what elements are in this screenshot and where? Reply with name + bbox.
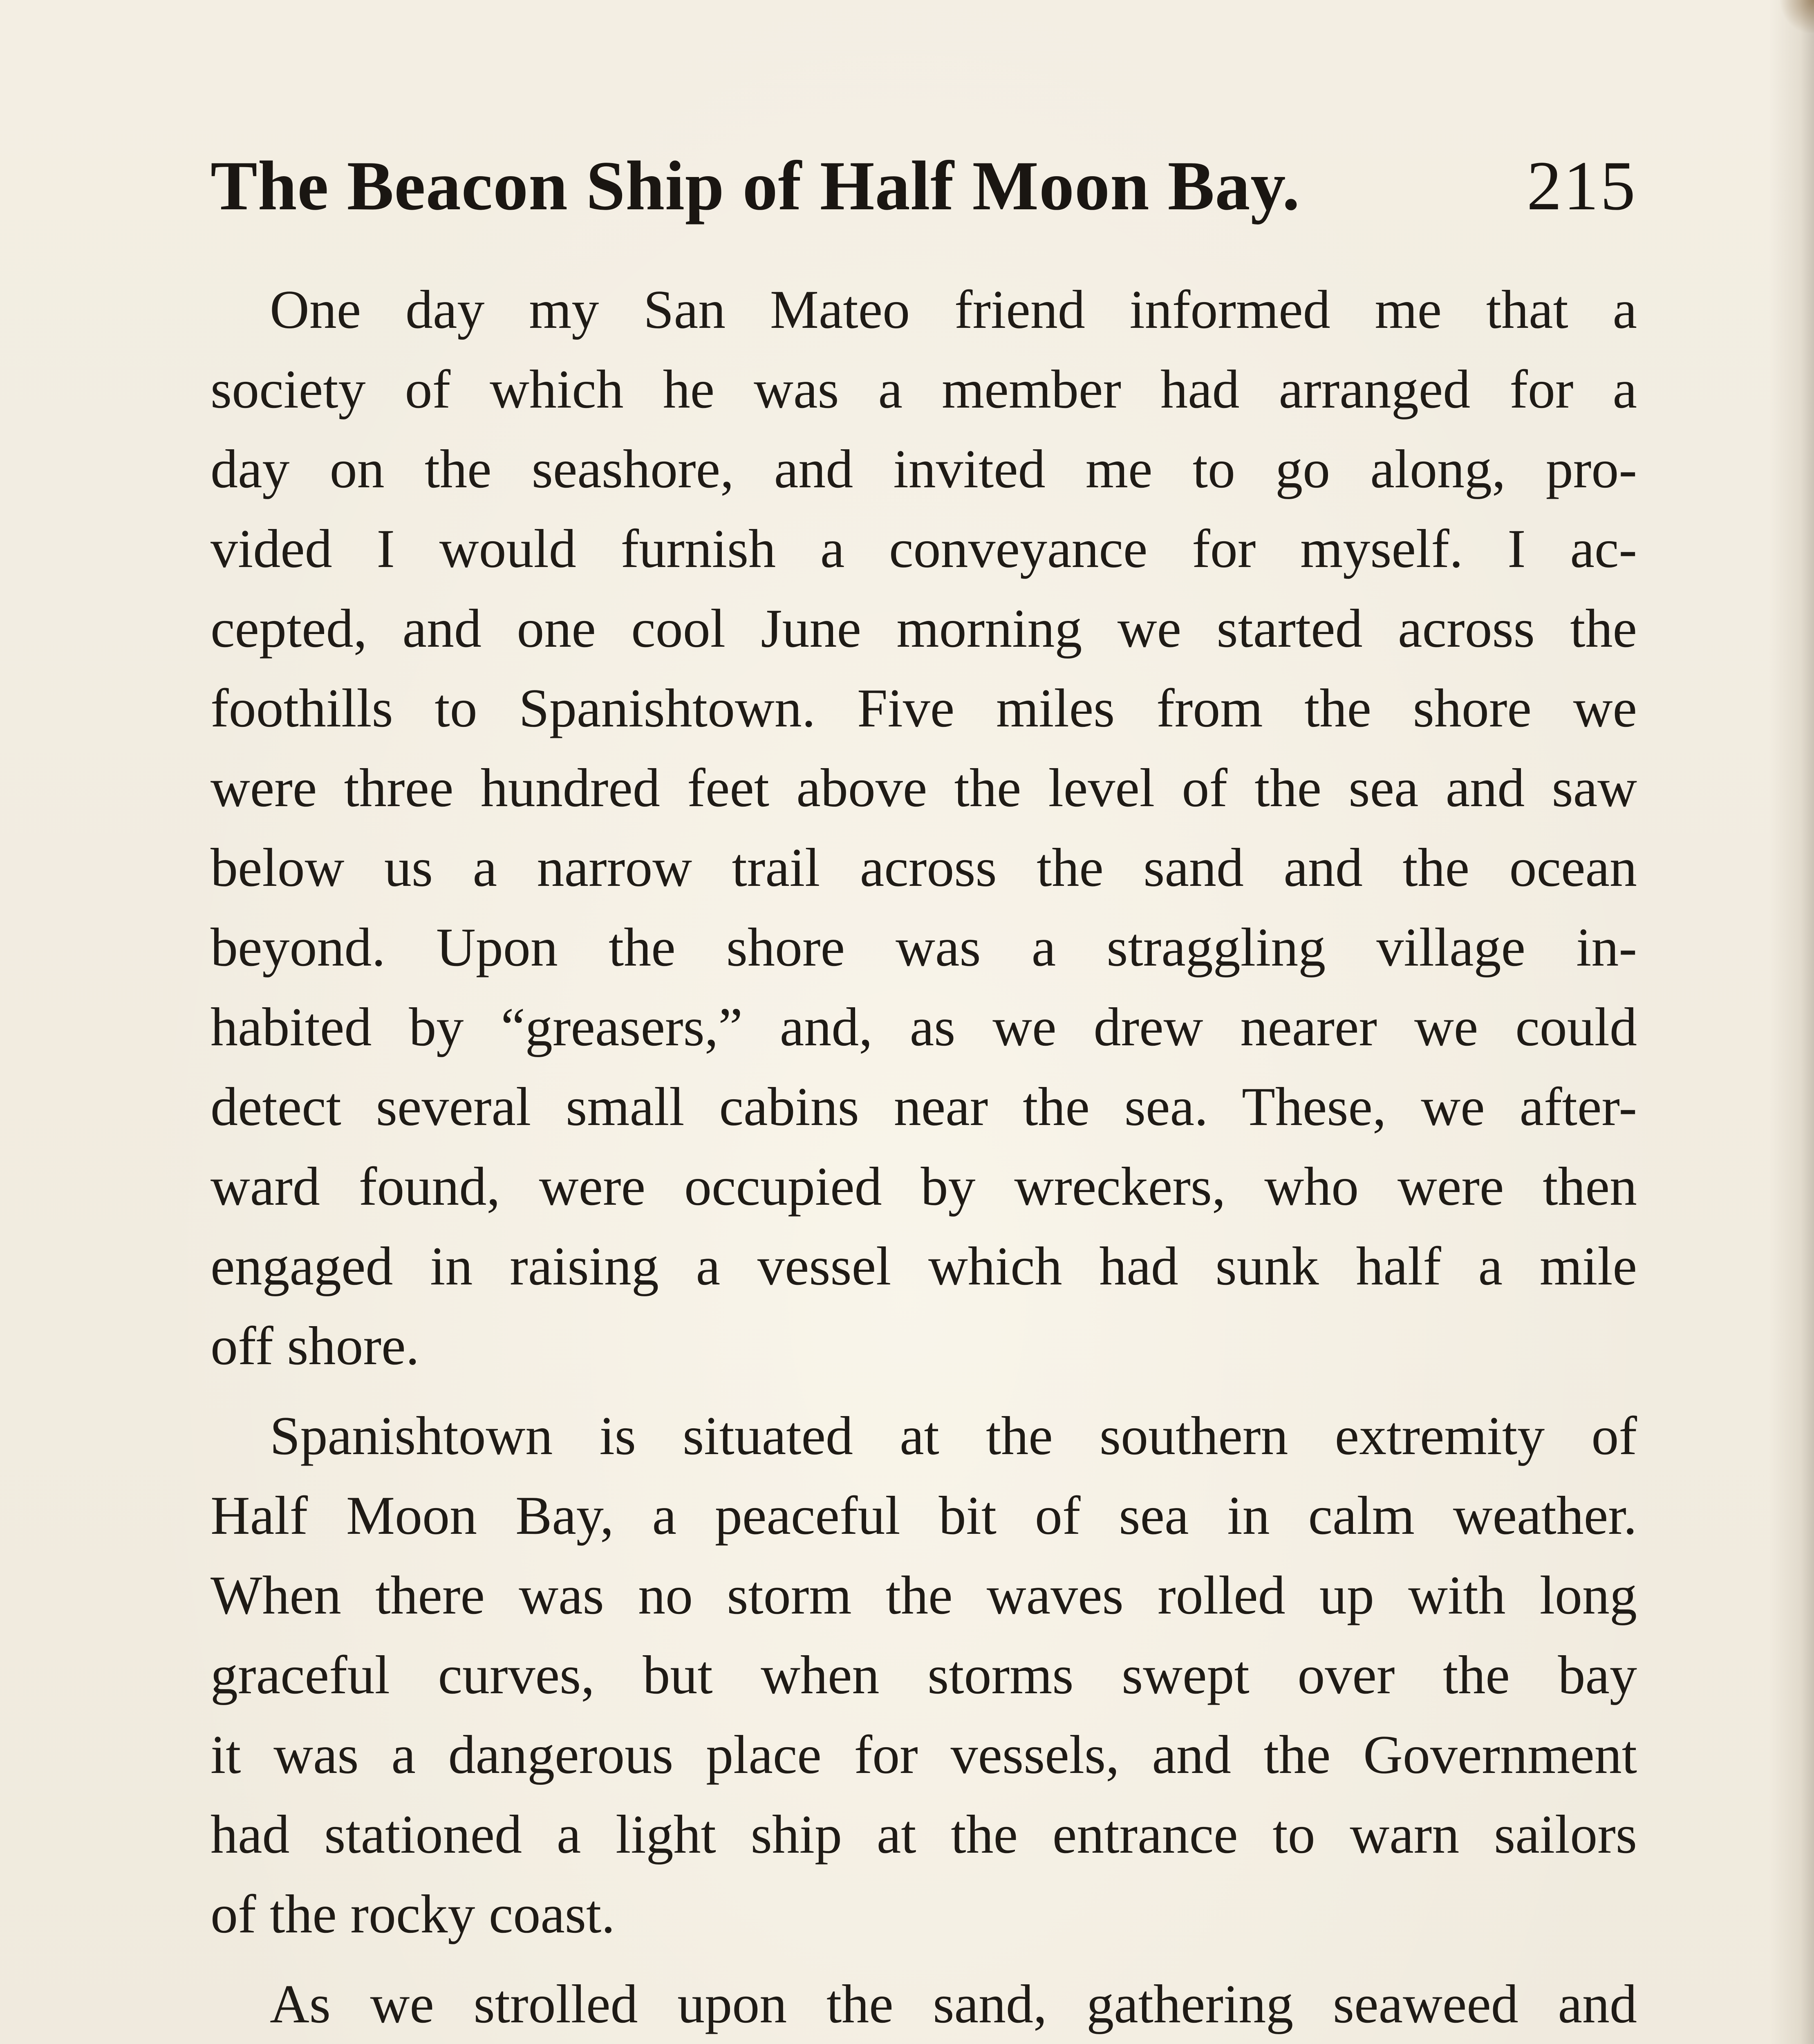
- text-line: detect several small cabins near the sea. These, we after-: [211, 1076, 1637, 1137]
- page-corner-stain: [1777, 0, 1814, 33]
- text-line: day on the seashore, and invited me to go along, pro-: [211, 439, 1637, 499]
- paragraph: [211, 1964, 1637, 2044]
- text-line: had stationed a light ship at the entrance to warn sailors: [211, 1804, 1637, 1865]
- text-line: Half Moon Bay, a peaceful bit of sea in calm weather.: [211, 1485, 1637, 1546]
- body-text: [211, 270, 1637, 2044]
- text-line: cepted, and one cool June morning we started across the: [211, 598, 1637, 659]
- text-line: society of which he was a member had arranged for a: [211, 359, 1637, 419]
- page-number: 215: [1527, 147, 1637, 225]
- page-edge-shadow: [1769, 0, 1814, 2044]
- text-line: beyond. Upon the shore was a straggling village in-: [211, 917, 1637, 977]
- text-line: graceful curves, but when storms swept over the bay: [211, 1645, 1637, 1705]
- paragraph: [211, 270, 1637, 1386]
- text-line: were three hundred feet above the level of the sea and saw: [211, 758, 1637, 818]
- text-line: it was a dangerous place for vessels, and the Government: [211, 1724, 1637, 1785]
- text-line: vided I would furnish a conveyance for myself. I ac-: [211, 518, 1637, 579]
- text-line: foothills to Spanishtown. Five miles from the shore we: [211, 678, 1637, 738]
- text-line: Spanishtown is situated at the southern extremity of: [270, 1405, 1637, 1466]
- text-line: As we strolled upon the sand, gathering seaweed and: [270, 1974, 1637, 2034]
- running-title: The Beacon Ship of Half Moon Bay.: [211, 147, 1300, 225]
- text-line: ward found, were occupied by wreckers, who were then: [211, 1156, 1637, 1217]
- text-line: One day my San Mateo friend informed me that a: [270, 279, 1637, 340]
- text-line: off shore.: [211, 1316, 420, 1376]
- paragraph: [211, 1396, 1637, 1954]
- text-line: habited by “greasers,” and, as we drew nearer we could: [211, 997, 1637, 1057]
- running-header: [211, 139, 1637, 233]
- text-line: of the rocky coast.: [211, 1884, 615, 1944]
- text-line: below us a narrow trail across the sand and the ocean: [211, 837, 1637, 898]
- text-line: When there was no storm the waves rolled up with long: [211, 1565, 1637, 1625]
- text-line: engaged in raising a vessel which had sunk half a mile: [211, 1236, 1637, 1296]
